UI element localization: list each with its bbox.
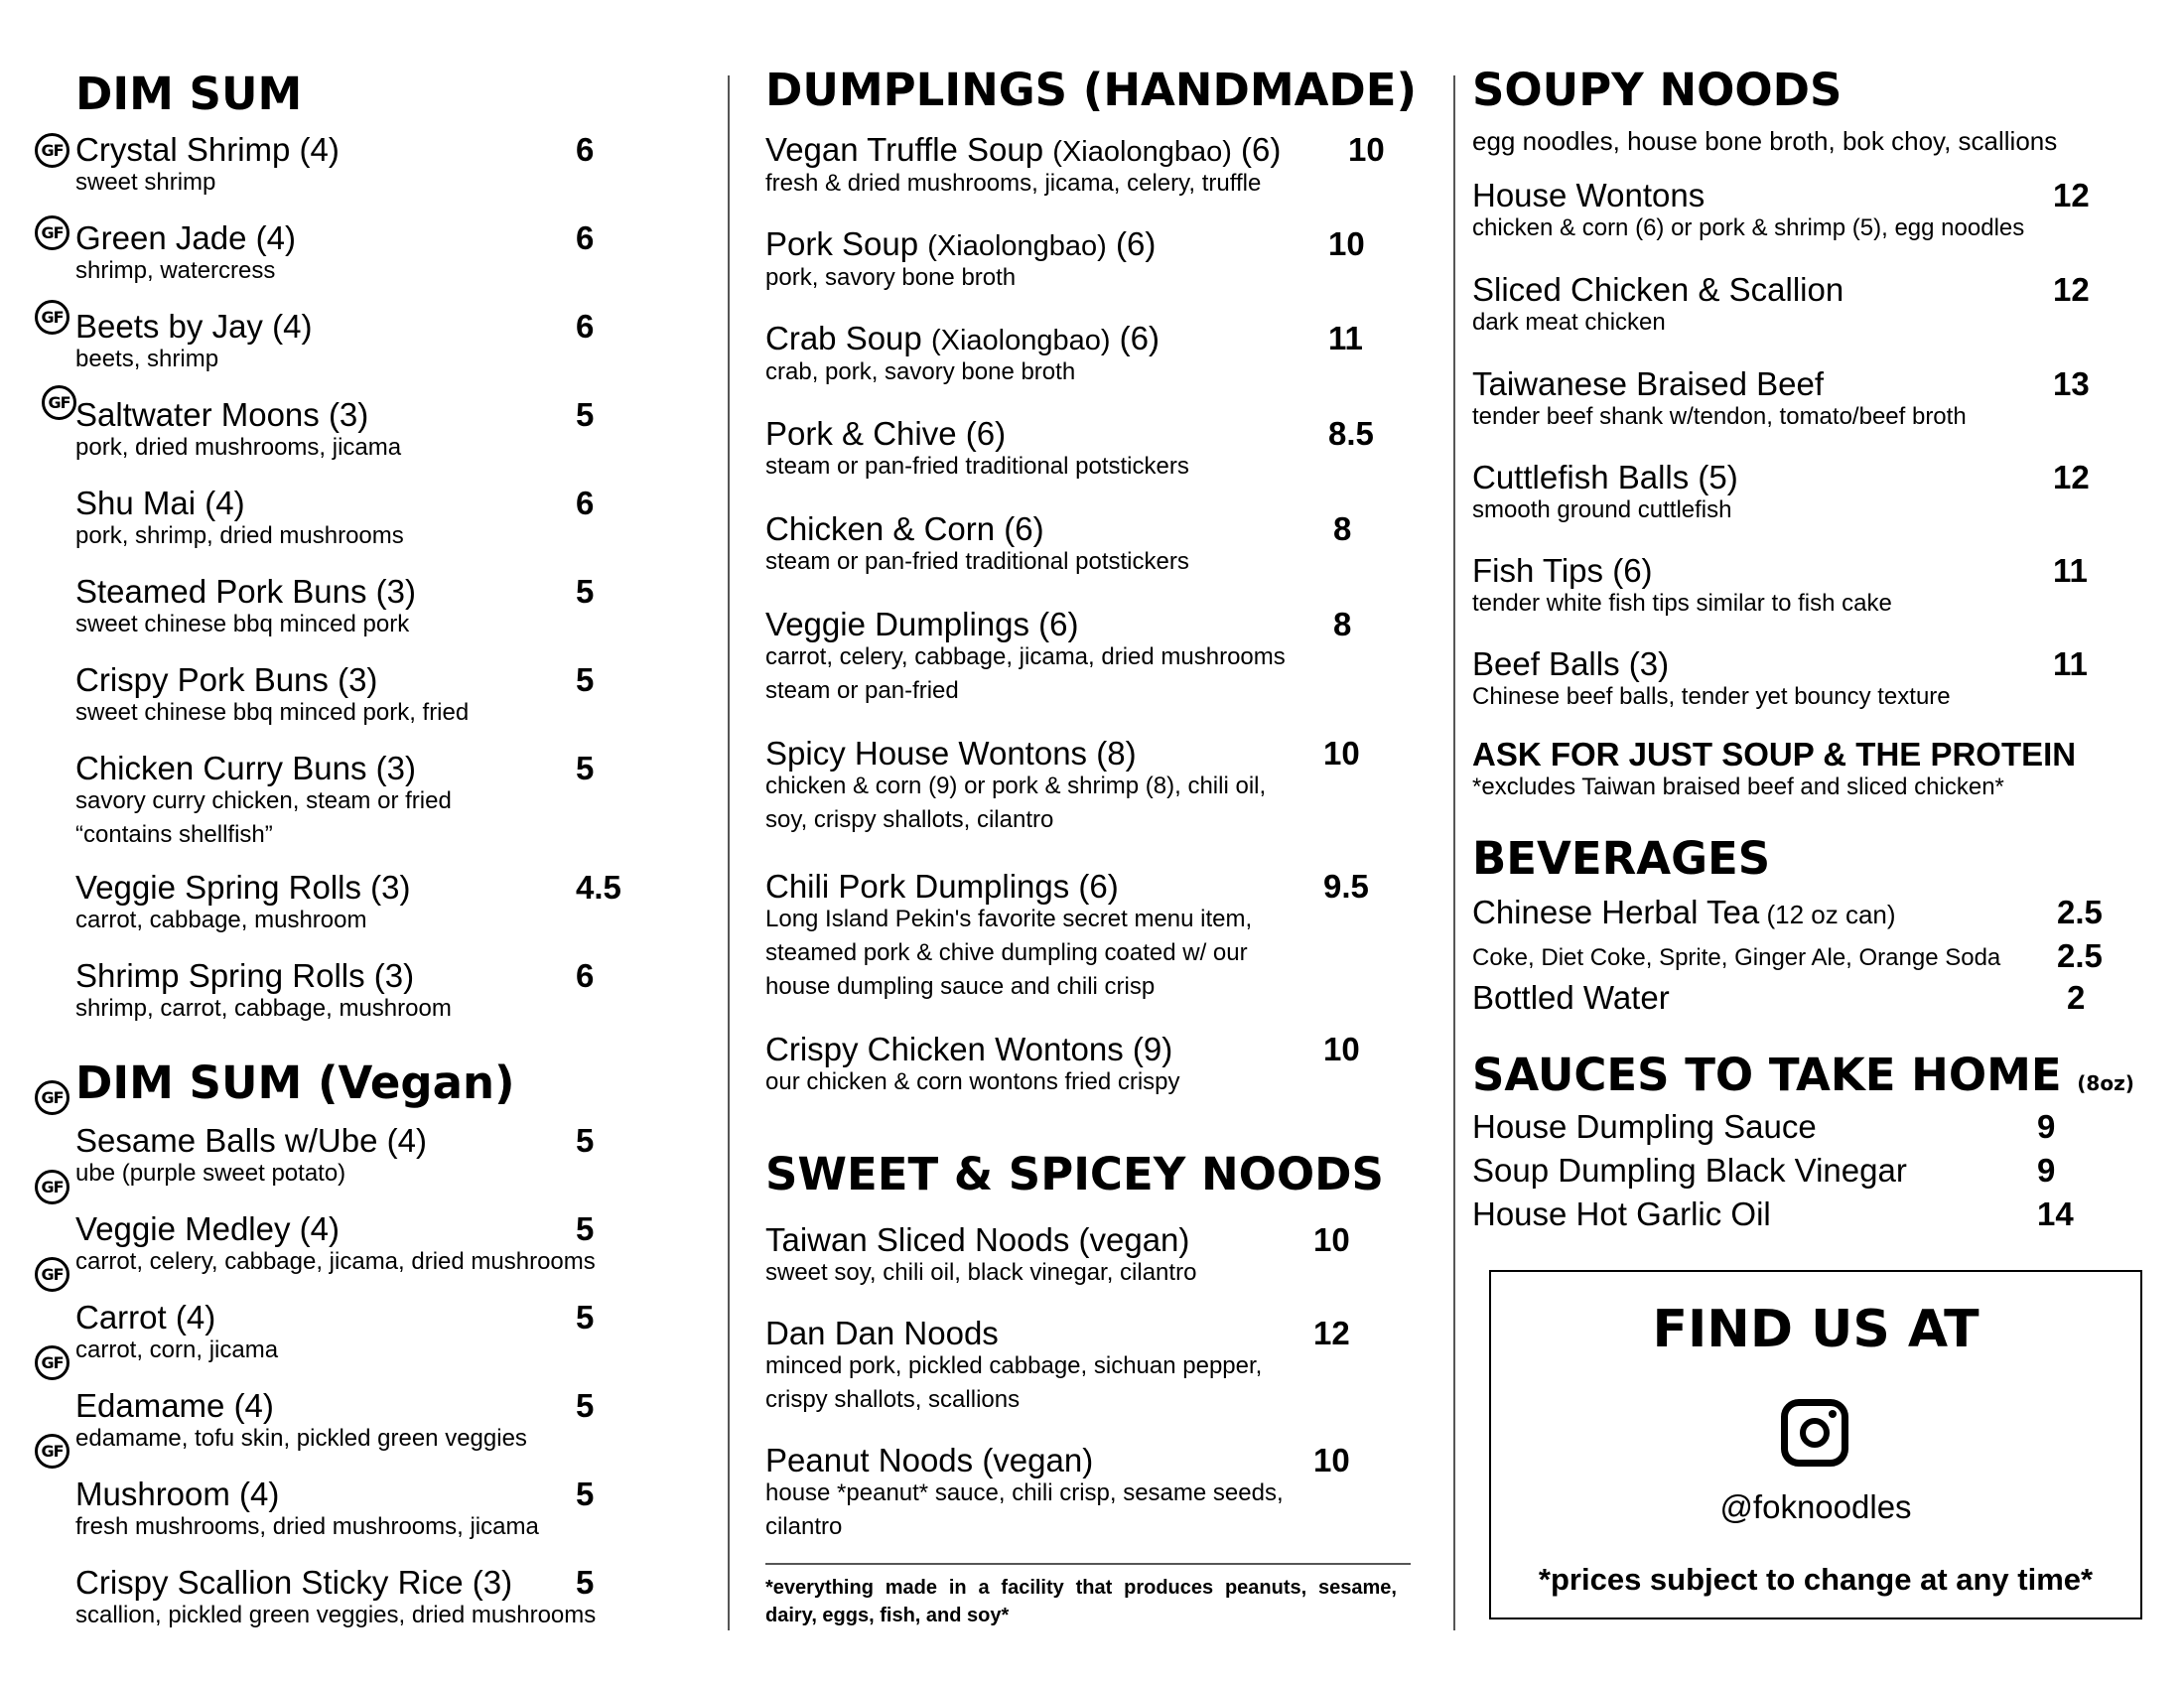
item-price: 12: [1313, 1315, 1350, 1351]
item-name: [765, 133, 1281, 167]
item-name: Crispy Pork Buns (3): [75, 661, 378, 698]
item-price: 6: [576, 957, 595, 994]
menu-item: [1472, 273, 1843, 340]
beverage-item: [1472, 896, 1896, 928]
item-desc: scallion, pickled green veggies, dried mushrooms: [75, 1602, 597, 1628]
gluten-free-icon: GF: [35, 215, 69, 250]
find-us-title: FIND US AT: [1652, 1300, 1979, 1359]
item-name: Crystal Shrimp (4): [75, 131, 340, 168]
item-size: (12 oz can): [1759, 900, 1896, 929]
menu-item: [75, 133, 340, 200]
item-price: 6: [576, 131, 595, 168]
item-price: 5: [576, 1476, 595, 1512]
menu-item: [765, 227, 1156, 295]
item-name: Veggie Spring Rolls (3): [75, 869, 411, 906]
item-name: Veggie Dumplings (6): [765, 606, 1079, 642]
item-price: 4.5: [576, 869, 621, 906]
item-desc: chicken & corn (9) or pork & shrimp (8), chili oil,: [765, 773, 1267, 799]
gluten-free-icon: GF: [35, 1434, 69, 1469]
item-price: 5: [576, 1387, 595, 1424]
menu-item: [1472, 367, 1967, 434]
item-name: Crispy Chicken Wontons (9): [765, 1031, 1173, 1067]
item-desc: “contains shellfish”: [75, 821, 273, 848]
sweet-spicey-heading: SWEET & SPICEY NOODS: [765, 1148, 1384, 1200]
item-price: 9.5: [1323, 868, 1369, 905]
menu-item: [75, 1301, 278, 1367]
item-desc: steamed pork & chive dumpling coated w/ our: [765, 939, 1248, 966]
item-desc: savory curry chicken, steam or fried: [75, 787, 452, 814]
column-divider: [728, 75, 730, 1630]
item-name: Green Jade (4): [75, 219, 296, 256]
menu-item: [75, 310, 312, 376]
item-price: 11: [2053, 552, 2088, 589]
item-desc: fresh & dried mushrooms, jicama, celery, truffle: [765, 170, 1262, 197]
menu-item: [765, 133, 1281, 201]
item-desc: tender white fish tips similar to fish cake: [1472, 590, 1892, 617]
item-desc: carrot, cabbage, mushroom: [75, 907, 367, 933]
menu-item: [75, 959, 452, 1026]
item-desc: shrimp, carrot, cabbage, mushroom: [75, 995, 452, 1022]
soupy-noods-subtitle: egg noodles, house bone broth, bok choy, scallions: [1472, 126, 2058, 156]
menu-item: [765, 322, 1160, 389]
item-price: 10: [1313, 1221, 1350, 1258]
menu-item: [75, 871, 411, 937]
item-name: Sliced Chicken & Scallion: [1472, 271, 1844, 308]
item-name: Fish Tips (6): [1472, 552, 1653, 589]
gluten-free-icon: GF: [35, 1170, 69, 1204]
item-desc: fresh mushrooms, dried mushrooms, jicama: [75, 1513, 539, 1540]
item-desc: beets, shrimp: [75, 346, 219, 372]
item-name: Sesame Balls w/Ube (4): [75, 1122, 427, 1159]
gluten-free-icon: GF: [35, 133, 69, 168]
item-price: 9: [2037, 1108, 2056, 1145]
item-name-main: Vegan Truffle Soup: [765, 131, 1053, 168]
gluten-free-icon: GF: [35, 300, 69, 335]
item-price: 9: [2037, 1152, 2056, 1189]
item-price: 6: [576, 308, 595, 345]
column-divider: [1453, 75, 1455, 1630]
item-name: Shrimp Spring Rolls (3): [75, 957, 415, 994]
menu-item: [765, 870, 1252, 1004]
menu-item: [75, 1566, 596, 1632]
item-price: 2.5: [2057, 894, 2103, 930]
menu-item: [765, 417, 1189, 484]
item-name: House Wontons: [1472, 177, 1706, 213]
item-name: Taiwanese Braised Beef: [1472, 365, 1825, 402]
item-desc: shrimp, watercress: [75, 257, 276, 284]
item-price: 12: [2053, 271, 2090, 308]
item-name-paren: (Xiaolongbao): [930, 325, 1111, 356]
item-name: Crispy Scallion Sticky Rice (3): [75, 1564, 513, 1601]
allergen-note: *everything made in a facility that produces peanuts, sesame, dairy, eggs, fish, and soy*: [765, 1577, 1397, 1626]
sauces-heading: [1472, 1049, 2134, 1101]
item-price: 5: [576, 750, 595, 786]
item-name-main: Crab Soup: [765, 320, 931, 356]
item-desc: Chinese beef balls, tender yet bouncy texture: [1472, 683, 1951, 710]
gluten-free-icon: GF: [42, 385, 76, 420]
item-name: [765, 322, 1160, 355]
instagram-handle: @foknoodles: [1719, 1488, 1912, 1525]
sauce-item: House Hot Garlic Oil: [1472, 1196, 1771, 1232]
item-price: 8: [1333, 606, 1352, 642]
item-price: 5: [576, 1122, 595, 1159]
item-name: Edamame (4): [75, 1387, 274, 1424]
item-price: 6: [576, 219, 595, 256]
item-price: 10: [1323, 1031, 1360, 1067]
item-price: 11: [1328, 320, 1363, 356]
item-price: 2.5: [2057, 937, 2103, 974]
item-desc: steam or pan-fried: [765, 677, 959, 704]
menu-item: [75, 1477, 539, 1544]
item-desc: crab, pork, savory bone broth: [765, 358, 1076, 385]
item-desc: edamame, tofu skin, pickled green veggies: [75, 1425, 527, 1452]
menu-item: [765, 1223, 1196, 1290]
menu-item: [1472, 554, 1892, 621]
item-name: Beets by Jay (4): [75, 308, 313, 345]
menu-item: [75, 398, 401, 465]
item-name: Cuttlefish Balls (5): [1472, 459, 1738, 495]
menu-item: [75, 575, 416, 641]
item-desc: chicken & corn (6) or pork & shrimp (5), egg noodles: [1472, 214, 2025, 241]
item-price: 2: [2067, 979, 2086, 1016]
item-desc: cilantro: [765, 1513, 843, 1540]
sauce-item: Soup Dumpling Black Vinegar: [1472, 1152, 1907, 1189]
item-price: 5: [576, 396, 595, 433]
item-desc: tender beef shank w/tendon, tomato/beef broth: [1472, 403, 1967, 430]
item-price: 10: [1323, 735, 1360, 772]
menu-item: [1472, 461, 1738, 527]
item-price: 11: [2053, 645, 2088, 682]
menu-item: [765, 1317, 1262, 1417]
item-price: 5: [576, 1210, 595, 1247]
menu-item: [75, 1124, 427, 1191]
item-desc: our chicken & corn wontons fried crispy: [765, 1068, 1180, 1095]
item-price: 14: [2037, 1196, 2074, 1232]
find-us-box: [1489, 1270, 2142, 1619]
item-name: Peanut Noods (vegan): [765, 1442, 1094, 1478]
item-desc: steam or pan-fried traditional potstickers: [765, 453, 1189, 480]
sauces-title: SAUCES TO TAKE HOME: [1472, 1049, 2062, 1101]
item-name-paren: (Xiaolongbao): [927, 230, 1107, 262]
beverage-item: Bottled Water: [1472, 979, 1670, 1016]
item-desc: crispy shallots, scallions: [765, 1386, 1021, 1413]
item-price: 5: [576, 573, 595, 610]
item-name: Chinese Herbal Tea: [1472, 894, 1760, 930]
item-desc: sweet chinese bbq minced pork, fried: [75, 699, 470, 726]
item-desc: Long Island Pekin's favorite secret menu item,: [765, 906, 1253, 932]
item-name: Chili Pork Dumplings (6): [765, 868, 1119, 905]
menu-item: [75, 663, 469, 730]
item-desc: pork, dried mushrooms, jicama: [75, 434, 402, 461]
item-name: Beef Balls (3): [1472, 645, 1670, 682]
item-name: Steamed Pork Buns (3): [75, 573, 416, 610]
item-price: 6: [576, 485, 595, 521]
item-desc: sweet soy, chili oil, black vinegar, cilantro: [765, 1259, 1197, 1286]
item-desc: soy, crispy shallots, cilantro: [765, 806, 1054, 833]
item-desc: minced pork, pickled cabbage, sichuan pepper,: [765, 1352, 1263, 1379]
soupy-noods-heading: SOUPY NOODS: [1472, 64, 1843, 116]
sauces-size: (8oz): [2077, 1071, 2134, 1095]
menu-item: [75, 221, 296, 288]
item-name-main: Pork Soup: [765, 225, 928, 262]
item-name-count: (6): [1110, 320, 1160, 356]
dim-sum-heading: DIM SUM: [75, 68, 303, 120]
item-price: 10: [1328, 225, 1365, 262]
item-name: Taiwan Sliced Noods (vegan): [765, 1221, 1190, 1258]
menu-item: [765, 1444, 1284, 1544]
dumplings-heading: DUMPLINGS (HANDMADE): [765, 64, 1418, 116]
beverage-item: Coke, Diet Coke, Sprite, Ginger Ale, Orange Soda: [1472, 944, 2001, 971]
item-price: 12: [2053, 459, 2090, 495]
item-desc: pork, shrimp, dried mushrooms: [75, 522, 404, 549]
item-desc: house dumpling sauce and chili crisp: [765, 973, 1156, 1000]
menu-item: [1472, 647, 1951, 714]
item-desc: smooth ground cuttlefish: [1472, 496, 1732, 523]
item-desc: carrot, corn, jicama: [75, 1336, 279, 1363]
menu-item: [1472, 179, 2024, 245]
item-price: 13: [2053, 365, 2090, 402]
gluten-free-icon: GF: [35, 1345, 69, 1380]
item-desc: sweet chinese bbq minced pork: [75, 611, 410, 637]
item-desc: ube (purple sweet potato): [75, 1160, 346, 1187]
item-name: Mushroom (4): [75, 1476, 280, 1512]
item-name-count: (6): [1231, 131, 1282, 168]
menu-item: [765, 737, 1266, 837]
item-desc: dark meat chicken: [1472, 309, 1666, 336]
item-name: Chicken & Corn (6): [765, 510, 1044, 547]
item-desc: house *peanut* sauce, chili crisp, sesame seeds,: [765, 1479, 1284, 1506]
soup-protein-note: ASK FOR JUST SOUP & THE PROTEIN: [1472, 736, 2077, 773]
price-disclaimer: *prices subject to change at any time*: [1538, 1562, 2094, 1597]
item-price: 8: [1333, 510, 1352, 547]
item-name-count: (6): [1106, 225, 1157, 262]
item-price: 5: [576, 661, 595, 698]
menu-item: [75, 487, 404, 553]
item-price: 12: [2053, 177, 2090, 213]
dim-sum-vegan-heading: DIM SUM (Vegan): [75, 1056, 515, 1109]
item-desc: pork, savory bone broth: [765, 264, 1017, 291]
item-desc: sweet shrimp: [75, 169, 216, 196]
item-name: Pork & Chive (6): [765, 415, 1007, 452]
beverages-heading: BEVERAGES: [1472, 832, 1771, 885]
gluten-free-icon: GF: [35, 1080, 69, 1115]
item-price: 5: [576, 1299, 595, 1336]
item-price: 8.5: [1328, 415, 1374, 452]
soup-exclusion-note: *excludes Taiwan braised beef and sliced chicken*: [1472, 774, 2004, 800]
item-name: Saltwater Moons (3): [75, 396, 369, 433]
menu-item: [75, 1212, 596, 1279]
note-divider: [765, 1563, 1411, 1565]
item-name: Chicken Curry Buns (3): [75, 750, 416, 786]
item-desc: steam or pan-fried traditional potstickers: [765, 548, 1189, 575]
menu-item: [765, 1033, 1180, 1099]
item-name: Spicy House Wontons (8): [765, 735, 1137, 772]
item-name: Carrot (4): [75, 1299, 216, 1336]
instagram-icon: [1781, 1399, 1848, 1467]
item-name-paren: (Xiaolongbao): [1052, 136, 1232, 168]
menu-item: [75, 1389, 527, 1456]
gluten-free-icon: GF: [35, 1257, 69, 1292]
item-desc: carrot, celery, cabbage, jicama, dried mushrooms: [765, 643, 1286, 670]
sauce-item: House Dumpling Sauce: [1472, 1108, 1817, 1145]
item-price: 5: [576, 1564, 595, 1601]
item-desc: carrot, celery, cabbage, jicama, dried mushrooms: [75, 1248, 596, 1275]
item-name: Shu Mai (4): [75, 485, 245, 521]
menu-item: [75, 752, 452, 852]
item-name: Veggie Medley (4): [75, 1210, 340, 1247]
item-name: Dan Dan Noods: [765, 1315, 999, 1351]
item-name: [765, 227, 1156, 261]
item-price: 10: [1313, 1442, 1350, 1478]
menu-item: [765, 608, 1286, 708]
menu-item: [765, 512, 1189, 579]
item-price: 10: [1348, 131, 1385, 168]
